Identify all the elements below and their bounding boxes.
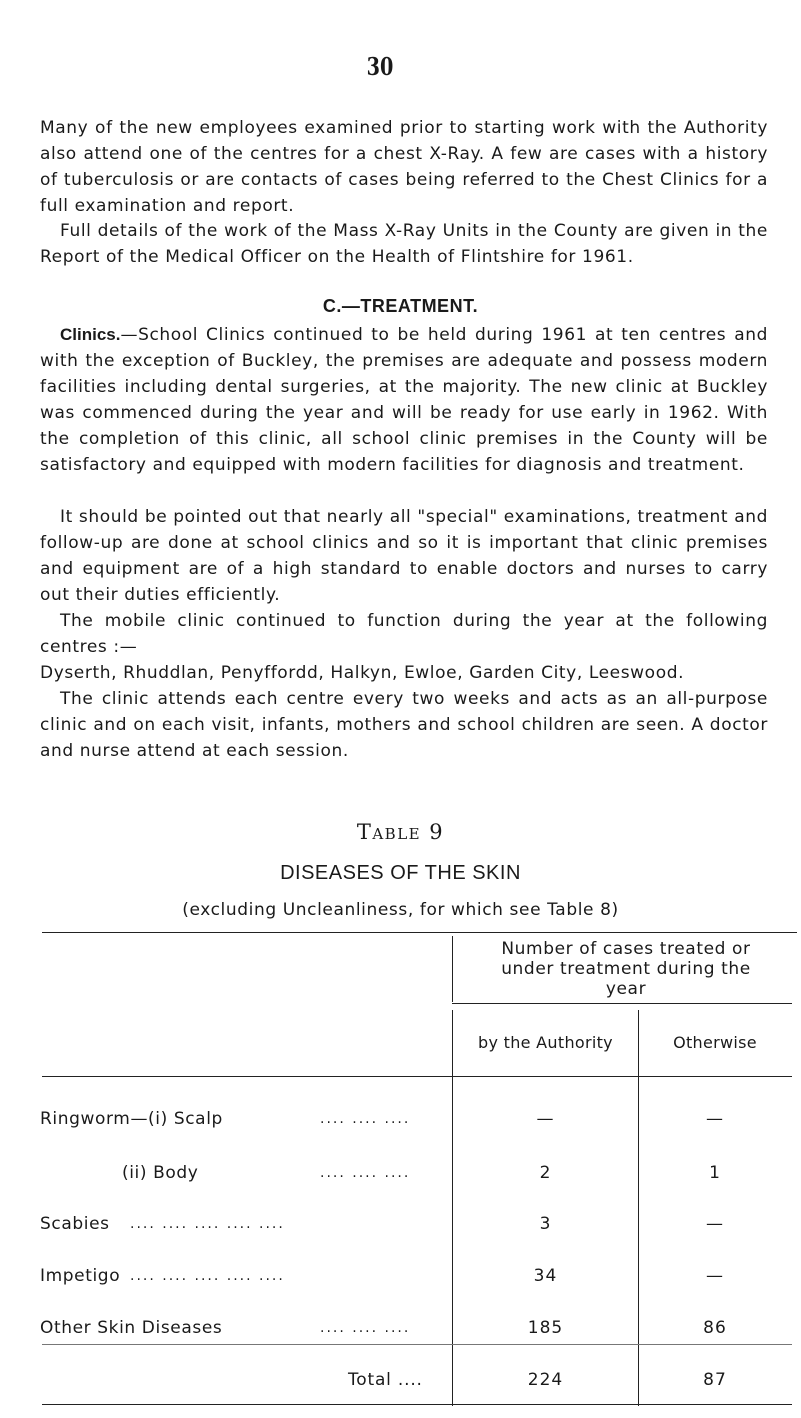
header-col-authority: by the Authority [478, 1033, 613, 1052]
row-label-impetigo: Impetigo [40, 1266, 121, 1286]
total-rule [42, 1344, 792, 1345]
cell-impetigo-authority: 34 [533, 1266, 558, 1286]
row-label-ringworm-body: (ii) Body [122, 1163, 199, 1183]
cell-ringworm-body-otherwise: 1 [709, 1163, 721, 1183]
cell-other-skin-otherwise: 86 [703, 1318, 727, 1338]
table-title: Table 9 [356, 820, 445, 844]
header-mid-rule [452, 1003, 792, 1004]
header-main-line3: year [605, 979, 647, 999]
section-heading-treatment: C.—TREATMENT. [322, 296, 479, 316]
cell-ringworm-scalp-authority: — [536, 1109, 555, 1129]
row-label-ringworm-scalp: Ringworm—(i) Scalp [40, 1109, 223, 1129]
cell-other-skin-authority: 185 [527, 1318, 564, 1338]
row-label-other-skin-diseases: Other Skin Diseases [40, 1318, 223, 1338]
row-label-scabies: Scabies [40, 1214, 110, 1234]
cell-ringworm-body-authority: 2 [539, 1163, 552, 1183]
paragraph-centres-list: Dyserth, Rhuddlan, Penyffordd, Halkyn, Ewloe, Garden City, Leeswood. [40, 663, 685, 683]
row-dots-long: .... .... .... .... .... [130, 1268, 285, 1284]
cell-impetigo-otherwise: — [706, 1266, 724, 1286]
paragraph-special-examinations: It should be pointed out that nearly all "special" examinations, treatment and follow-up are done at school clinics and so it is important that clinic premises and equipment are of a high standard to enable doctors and nurses to carry out their duties efficiently. [40, 507, 768, 605]
row-dots-long: .... .... .... .... .... [130, 1216, 285, 1232]
row-dots: .... .... .... [320, 1165, 411, 1181]
cell-scabies-authority: 3 [539, 1214, 552, 1234]
cell-total-authority: 224 [527, 1370, 564, 1390]
runin-clinics: Clinics. [60, 325, 121, 344]
paragraph-clinic-visits: The clinic attends each centre every two weeks and acts as an all-purpose clinic and on each visit, infants, mothers and school children are seen. A doctor and nurse attend at each session. [40, 689, 768, 761]
header-main-line2: under treatment during the [501, 959, 751, 979]
table-subtitle: DISEASES OF THE SKIN [280, 862, 521, 884]
paragraph-clinics-text: —School Clinics continued to be held during 1961 at ten centres and with the exception of Buckley, the premises are adequate and possess modern facilities including dental surgeries, at the majority. The new clinic at Buckley was commenced during the year and will be ready for use early in 1962. With the completion of this clinic, all school clinic premises in the County will be satisfactory and equipped with modern facilities for diagnosis and treatment. [40, 325, 768, 475]
page-number: 30 [366, 52, 394, 81]
col2-vrule [638, 1010, 639, 1406]
table-note: (excluding Uncleanliness, for which see Table 8) [182, 900, 619, 920]
cell-scabies-otherwise: — [706, 1214, 724, 1234]
total-label: Total .... [348, 1370, 423, 1390]
paragraph-clinics [40, 322, 768, 478]
paragraph-employees-xray: Many of the new employees examined prior to starting work with the Authority also attend one of the centres for a chest X-Ray. A few are cases with a history of tuberculosis or are contacts of cases being referred to the Chest Clinics for a full examination and report. [40, 118, 768, 216]
header-bottom-rule [42, 1076, 792, 1077]
cell-ringworm-scalp-otherwise: — [706, 1109, 724, 1129]
header-col-otherwise: Otherwise [673, 1033, 757, 1052]
header-main-line1: Number of cases treated or [501, 939, 751, 959]
paragraph-mobile-clinic: The mobile clinic continued to function during the year at the following centres :— [40, 611, 768, 657]
header-main-vrule [452, 936, 453, 1002]
row-dots: .... .... .... [320, 1111, 411, 1127]
row-dots: .... .... .... [320, 1320, 411, 1336]
paragraph-mass-xray: Full details of the work of the Mass X-Ray Units in the County are given in the Report of the Medical Officer on the Health of Flintshire for 1961. [40, 221, 768, 267]
cell-total-otherwise: 87 [703, 1370, 727, 1390]
table-top-rule [42, 932, 797, 933]
table-bottom-rule [42, 1404, 792, 1405]
col1-vrule [452, 1010, 453, 1406]
